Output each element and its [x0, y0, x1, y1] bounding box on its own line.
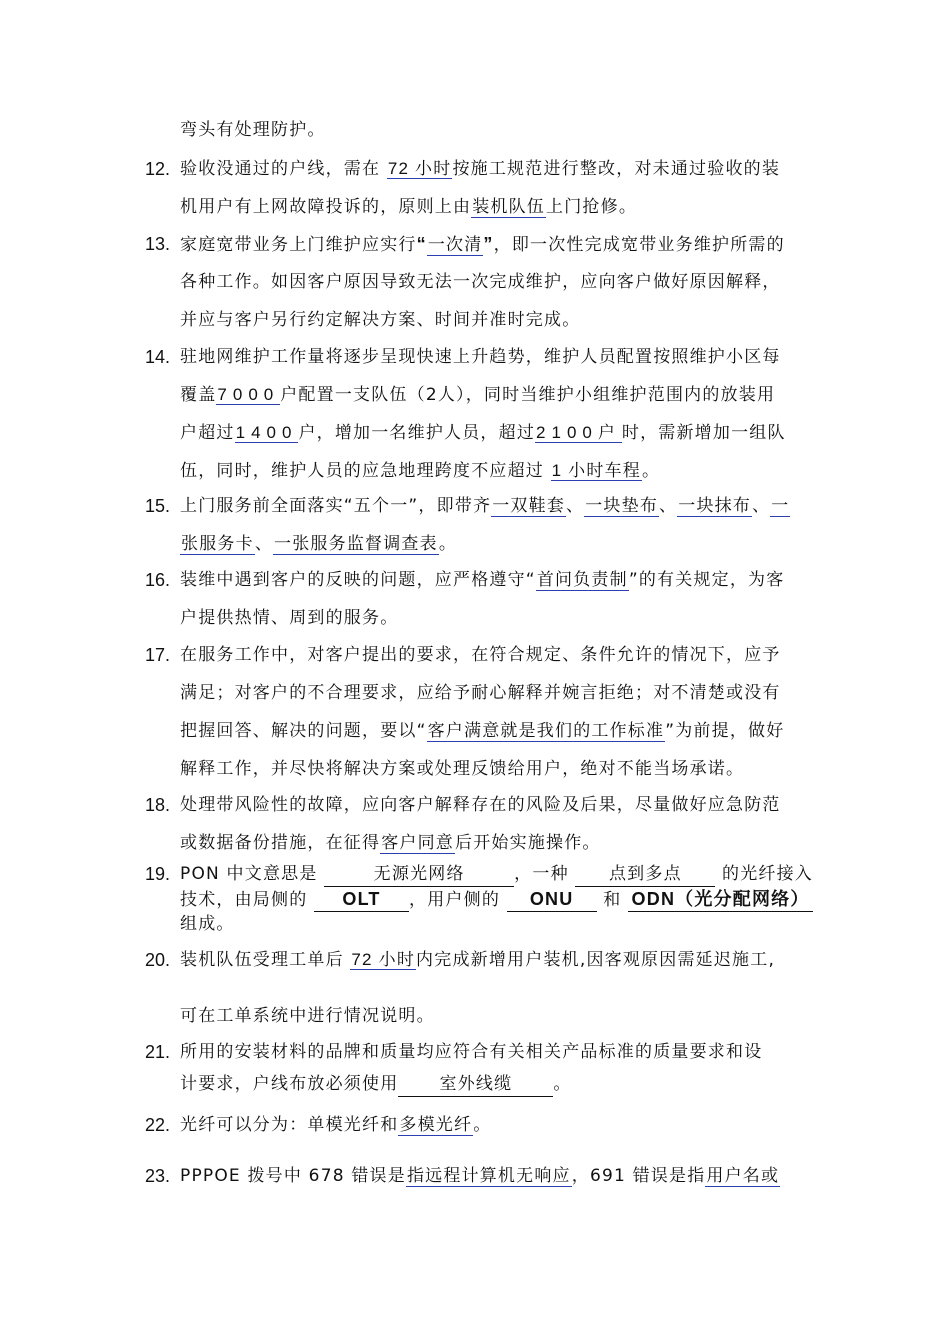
text-run: 和 [596, 890, 629, 910]
text-run: 可在工单系统中进行情况说明。 [180, 1006, 435, 1026]
item-line [180, 568, 784, 592]
underlined-answer: 首问负责制 [536, 570, 628, 590]
text-run: 内完成新增用户装机,因客观原因需延迟施工, [416, 950, 776, 970]
underlined-answer: 用户名或 [706, 1166, 780, 1186]
text-run: 或数据备份措施，在征得 [180, 833, 381, 853]
text-run: 后开始实施操作。 [455, 833, 601, 853]
fill-blank: 点到多点 [575, 862, 715, 887]
item-line [180, 345, 781, 369]
item-line [180, 421, 786, 445]
item-line [180, 793, 781, 817]
item-number: 12. [145, 159, 171, 179]
text-run: 家庭宽带业务上门维护应实行 [180, 235, 417, 255]
item-line [180, 887, 813, 912]
text-run: 户超过 [180, 423, 235, 443]
underlined-answer: 一次清 [427, 235, 483, 255]
item-line [180, 1113, 491, 1137]
text-run: 覆盖 [180, 385, 217, 405]
text-run: 的光纤接入 [715, 864, 813, 884]
text-run: ”为前提，做好 [665, 721, 785, 741]
text-run: 、 [752, 496, 771, 516]
item-line [180, 1004, 435, 1028]
underlined-answer: 客户满意就是我们的工作标准 [427, 721, 665, 741]
text-run: 把握回答、解决的问题，要以“ [180, 721, 427, 741]
item-line [180, 681, 781, 705]
text-run: 、 [659, 496, 678, 516]
text-run: 装维中遇到客户的反映的问题，应严格遵守“ [180, 570, 536, 590]
underlined-answer: 一张服务监督调查表 [274, 534, 438, 554]
text-run: 组成。 [180, 914, 235, 934]
text-run: 处理带风险性的故障，应向客户解释存在的风险及后果，尽量做好应急防范 [180, 795, 781, 815]
item-number: 18. [145, 795, 171, 815]
underlined-answer: 1 小时车程 [551, 461, 641, 480]
text-run: 。 [642, 461, 661, 481]
item-number: 13. [145, 234, 171, 254]
item-number: 22. [145, 1115, 171, 1135]
item-line [180, 948, 775, 972]
underlined-answer: 指远程计算机无响应 [406, 1166, 571, 1186]
item-line [180, 912, 235, 936]
fill-blank: 无源光网络 [324, 862, 514, 887]
text-run: ，用户侧的 [409, 890, 507, 910]
underlined-answer: 装机队伍 [472, 197, 546, 217]
item-line [180, 195, 637, 219]
underlined-answer: 客户同意 [381, 833, 455, 853]
text-run: 、 [566, 496, 585, 516]
text-run: 。 [438, 534, 458, 554]
item-line [180, 308, 580, 332]
text-run: 、 [254, 534, 274, 554]
underlined-answer: 一块抹布 [678, 496, 752, 516]
text-run: ，691 错误是指 [571, 1166, 706, 1186]
item-line [180, 719, 784, 743]
fill-blank: OLT [314, 887, 409, 912]
quote-mark: “ [416, 234, 427, 254]
item-line [180, 157, 780, 181]
item-number: 15. [145, 496, 171, 516]
text-run: 伍，同时，维护人员的应急地理跨度不应超过 [180, 461, 551, 481]
text-run: 光纤可以分为：单模光纤和 [180, 1115, 399, 1135]
text-run: PON 中文意思是 [180, 864, 325, 884]
text-run: 验收没通过的户线，需在 [180, 159, 387, 179]
text-run: 满足；对客户的不合理要求，应给予耐心解释并婉言拒绝；对不清楚或没有 [180, 683, 781, 703]
underlined-answer: 72 小时 [351, 950, 416, 969]
underlined-answer: 7000 [217, 385, 280, 404]
text-run: 按施工规范进行整改，对未通过验收的装 [452, 159, 781, 179]
text-run: 并应与客户另行约定解决方案、时间并准时完成。 [180, 310, 581, 330]
underlined-answer: 一 [771, 496, 790, 516]
underlined-answer: 多模光纤 [399, 1115, 473, 1135]
text-run: 。 [553, 1074, 572, 1094]
underlined-answer: 1400 [235, 423, 298, 442]
text-run: 技术，由局侧的 [180, 890, 315, 910]
underlined-answer: 2100户 [536, 423, 621, 442]
text-run: 在服务工作中，对客户提出的要求，在符合规定、条件允许的情况下，应予 [180, 645, 781, 665]
text-run: 计要求，户线布放必须使用 [180, 1074, 399, 1094]
text-run: 时，需新增加一组队 [621, 423, 786, 443]
text-run: 所用的安装材料的品牌和质量均应符合有关相关产品标准的质量要求和设 [180, 1042, 763, 1062]
item-number: 17. [145, 645, 171, 665]
item-line [180, 831, 601, 855]
text-run: PPPOE 拨号中 678 错误是 [180, 1166, 406, 1186]
item-number: 21. [145, 1042, 171, 1062]
item-line [180, 757, 744, 781]
text-run: 户提供热情、周到的服务。 [180, 608, 399, 628]
text-run: 解释工作，并尽快将解决方案或处理反馈给用户，绝对不能当场承诺。 [180, 759, 745, 779]
item-line [180, 532, 457, 556]
text-run: 装机队伍受理工单后 [180, 950, 351, 970]
underlined-answer: 一块垫布 [585, 496, 659, 516]
underlined-answer: 一双鞋套 [492, 496, 566, 516]
quote-mark: ” [483, 234, 494, 254]
item-line [180, 643, 781, 667]
fill-blank: 室外线缆 [398, 1072, 553, 1097]
text-run: 上门服务前全面落实“五个一”，即带齐 [180, 496, 492, 516]
item-number: 14. [145, 347, 171, 367]
item-line [180, 118, 326, 142]
item-line [180, 1164, 780, 1188]
item-line [180, 383, 775, 407]
item-number: 20. [145, 950, 171, 970]
fill-blank: ONU [507, 887, 597, 912]
text-run: 弯头有处理防护。 [180, 120, 326, 140]
text-run: 上门抢修。 [546, 197, 638, 217]
underlined-answer: 72 小时 [387, 159, 452, 178]
item-line [180, 862, 813, 887]
text-run: 。 [473, 1115, 492, 1135]
item-number: 23. [145, 1166, 171, 1186]
text-run: 户配置一支队伍（2人），同时当维护小组维护范围内的放装用 [280, 385, 776, 405]
fill-blank: ODN（光分配网络） [628, 887, 813, 912]
item-number: 19. [145, 864, 171, 884]
item-line [180, 606, 398, 630]
text-run: ，一种 [514, 864, 576, 884]
item-line [180, 459, 660, 483]
text-run: 户，增加一名维护人员，超过 [298, 423, 536, 443]
text-run: 机用户有上网故障投诉的，原则上由 [180, 197, 472, 217]
text-run: ，即一次性完成宽带业务维护所需的 [493, 235, 785, 255]
item-line [180, 270, 781, 294]
item-line [180, 232, 785, 257]
item-line [180, 494, 790, 518]
text-run: 各种工作。如因客户原因导致无法一次完成维护，应向客户做好原因解释， [180, 272, 781, 292]
item-line [180, 1072, 572, 1097]
text-run: 驻地网维护工作量将逐步呈现快速上升趋势，维护人员配置按照维护小区每 [180, 347, 781, 367]
underlined-answer: 张服务卡 [181, 534, 254, 554]
item-line [180, 1040, 762, 1064]
item-number: 16. [145, 570, 171, 590]
text-run: ”的有关规定，为客 [628, 570, 785, 590]
